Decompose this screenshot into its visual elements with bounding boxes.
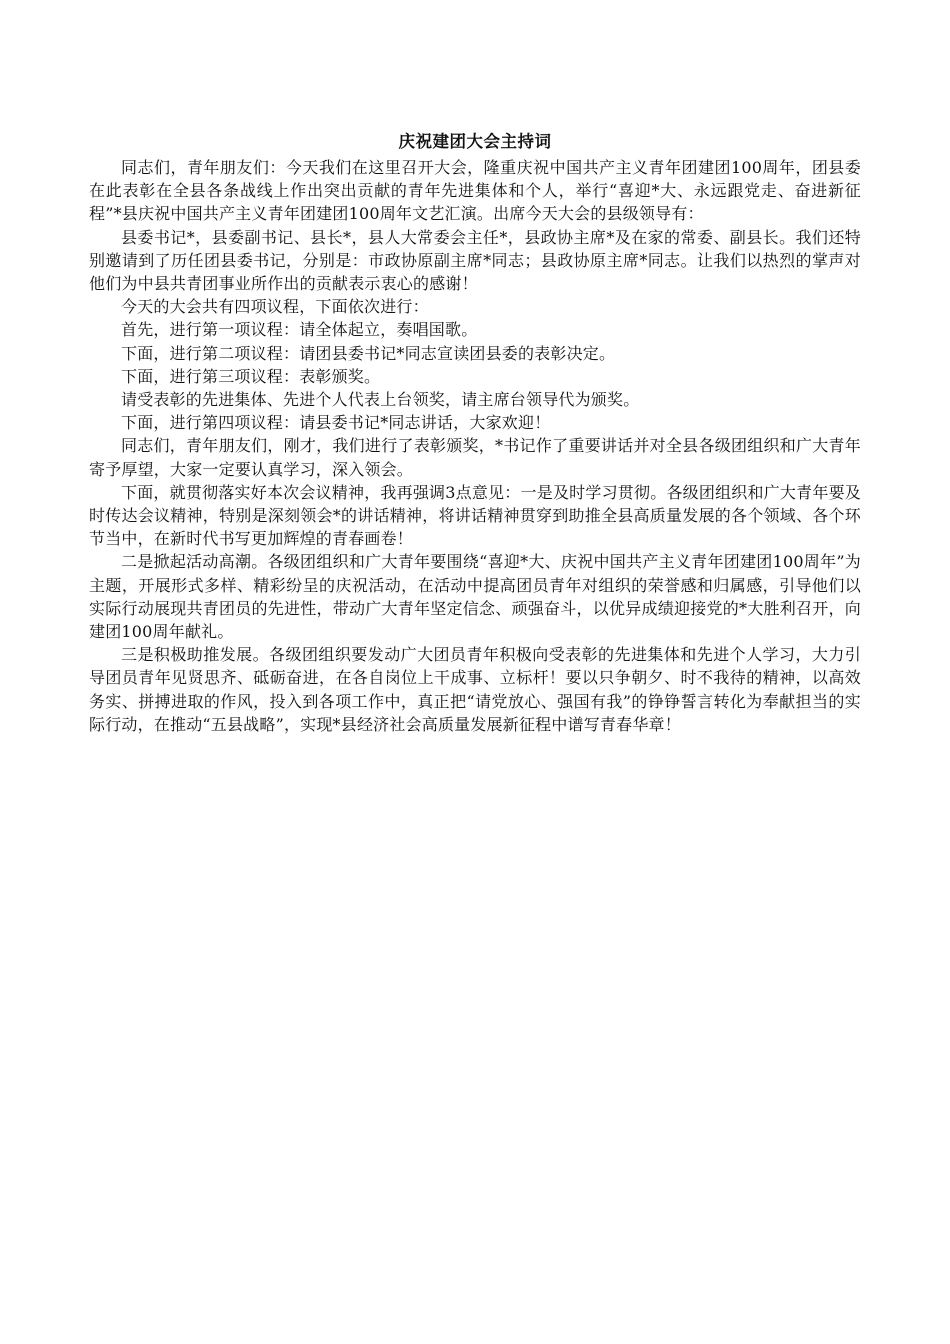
paragraph-10: 下面，就贯彻落实好本次会议精神，我再强调3点意见：一是及时学习贯彻。各级团组织和广大青年要及时传达会议精神，特别是深刻领会*的讲话精神，将讲话精神贯穿到助推全县高质量发展的各个领域、各个环节当中，在新时代书写更加辉煌的青春画卷！ [89,482,861,549]
paragraph-12: 三是积极助推发展。各级团组织要发动广大团员青年积极向受表彰的先进集体和先进个人学习，大力引导团员青年见贤思齐、砥砺奋进，在各自岗位上干成事、立标杆！要以只争朝夕、时不我待的精神，以高效务实、拼搏进取的作风，投入到各项工作中，真正把“请党放心、强国有我”的铮铮誓言转化为奉献担当的实际行动，在推动“五县战略”，实现*县经济社会高质量发展新征程中谱写青春华章！ [89,645,861,734]
paragraph-11: 二是掀起活动高潮。各级团组织和广大青年要围绕“喜迎*大、庆祝中国共产主义青年团建团100周年”为主题，开展形式多样、精彩纷呈的庆祝活动，在活动中提高团员青年对组织的荣誉感和归属感，引导他们以实际行动展现共青团员的先进性，带动广大青年坚定信念、顽强奋斗，以优异成绩迎接党的*大胜利召开，向建团100周年献礼。 [89,552,861,642]
paragraph-7: 请受表彰的先进集体、先进个人代表上台领奖，请主席台领导代为颁奖。 [121,390,640,410]
paragraph-8: 下面，进行第四项议程：请县委书记*同志讲话，大家欢迎！ [121,413,551,433]
paragraph-6: 下面，进行第三项议程：表彰颁奖。 [121,366,381,386]
document-page [89,128,861,736]
paragraph-2: 县委书记*，县委副书记、县长*，县人大常委会主任*，县政协主席*及在家的常委、副县长。我们还特别邀请到了历任团县委书记，分别是：市政协原副主席*同志；县政协原主席*同志。让我们以热烈的掌声对他们为中县共青团事业所作出的贡献表示衷心的感谢！ [89,227,861,294]
paragraph-9: 同志们，青年朋友们，刚才，我们进行了表彰颁奖，*书记作了重要讲话并对全县各级团组织和广大青年寄予厚望，大家一定要认真学习，深入领会。 [89,436,861,479]
paragraph-5: 下面，进行第二项议程：请团县委书记*同志宣读团县委的表彰决定。 [121,343,616,363]
paragraph-4: 首先，进行第一项议程：请全体起立，奏唱国歌。 [121,320,478,340]
document-title: 庆祝建团大会主持词 [398,132,552,151]
paragraph-1: 同志们，青年朋友们：今天我们在这里召开大会，隆重庆祝中国共产主义青年团建团100周年，团县委在此表彰在全县各条战线上作出突出贡献的青年先进集体和个人，举行“喜迎*大、永远跟党走、奋进新征程”*县庆祝中国共产主义青年团建团100周年文艺汇演。出席今天大会的县级领导有： [89,158,861,224]
paragraph-3: 今天的大会共有四项议程，下面依次进行： [121,297,429,317]
